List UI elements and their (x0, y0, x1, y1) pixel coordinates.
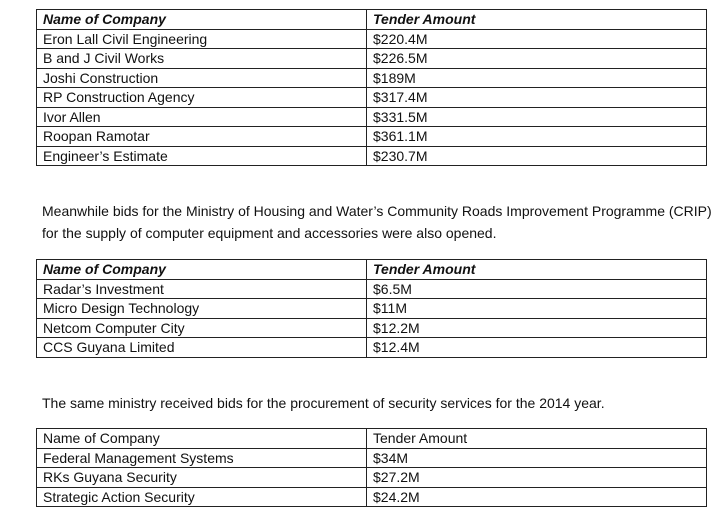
company-cell: Eron Lall Civil Engineering (37, 29, 367, 49)
column-header-amount: Tender Amount (367, 429, 707, 449)
amount-cell: $189M (367, 68, 707, 88)
amount-cell: $12.4M (367, 338, 707, 358)
company-cell: RKs Guyana Security (37, 468, 367, 488)
table-row (37, 49, 707, 69)
table-header-row (37, 10, 707, 30)
table-row (37, 127, 707, 147)
tender-table-security-services (36, 428, 707, 507)
company-cell: Radar’s Investment (37, 279, 367, 299)
amount-cell: $361.1M (367, 127, 707, 147)
table-row (37, 318, 707, 338)
company-cell: Strategic Action Security (37, 487, 367, 507)
amount-cell: $24.2M (367, 487, 707, 507)
company-cell: Roopan Ramotar (37, 127, 367, 147)
tender-table-roads (36, 9, 707, 166)
column-header-company: Name of Company (37, 260, 367, 280)
table-row (37, 88, 707, 108)
amount-cell: $220.4M (367, 29, 707, 49)
paragraph-security-bids: The same ministry received bids for the procurement of security services for the 2014 year. (42, 395, 605, 411)
company-cell: Federal Management Systems (37, 448, 367, 468)
company-cell: Engineer’s Estimate (37, 146, 367, 166)
table-row (37, 29, 707, 49)
company-cell: Ivor Allen (37, 107, 367, 127)
company-cell: CCS Guyana Limited (37, 338, 367, 358)
table-row (37, 299, 707, 319)
table-row (37, 487, 707, 507)
column-header-amount: Tender Amount (367, 10, 707, 30)
table-header-row (37, 429, 707, 449)
company-cell: Micro Design Technology (37, 299, 367, 319)
amount-cell: $11M (367, 299, 707, 319)
amount-cell: $12.2M (367, 318, 707, 338)
table-row (37, 146, 707, 166)
company-cell: RP Construction Agency (37, 88, 367, 108)
table-row (37, 468, 707, 488)
column-header-company: Name of Company (37, 10, 367, 30)
table-row (37, 279, 707, 299)
amount-cell: $226.5M (367, 49, 707, 69)
amount-cell: $317.4M (367, 88, 707, 108)
amount-cell: $230.7M (367, 146, 707, 166)
paragraph-crip-bids: Meanwhile bids for the Ministry of Housing and Water’s Community Roads Improvement Programme (CRIP) for the supply of computer equipment and accessories were also opened. (42, 203, 712, 241)
table-row (37, 68, 707, 88)
tender-table-computer-equipment (36, 259, 707, 358)
column-header-company: Name of Company (37, 429, 367, 449)
company-cell: Joshi Construction (37, 68, 367, 88)
amount-cell: $34M (367, 448, 707, 468)
amount-cell: $331.5M (367, 107, 707, 127)
amount-cell: $6.5M (367, 279, 707, 299)
company-cell: Netcom Computer City (37, 318, 367, 338)
table-row (37, 338, 707, 358)
table-header-row (37, 260, 707, 280)
amount-cell: $27.2M (367, 468, 707, 488)
company-cell: B and J Civil Works (37, 49, 367, 69)
table-row (37, 107, 707, 127)
table-row (37, 448, 707, 468)
column-header-amount: Tender Amount (367, 260, 707, 280)
